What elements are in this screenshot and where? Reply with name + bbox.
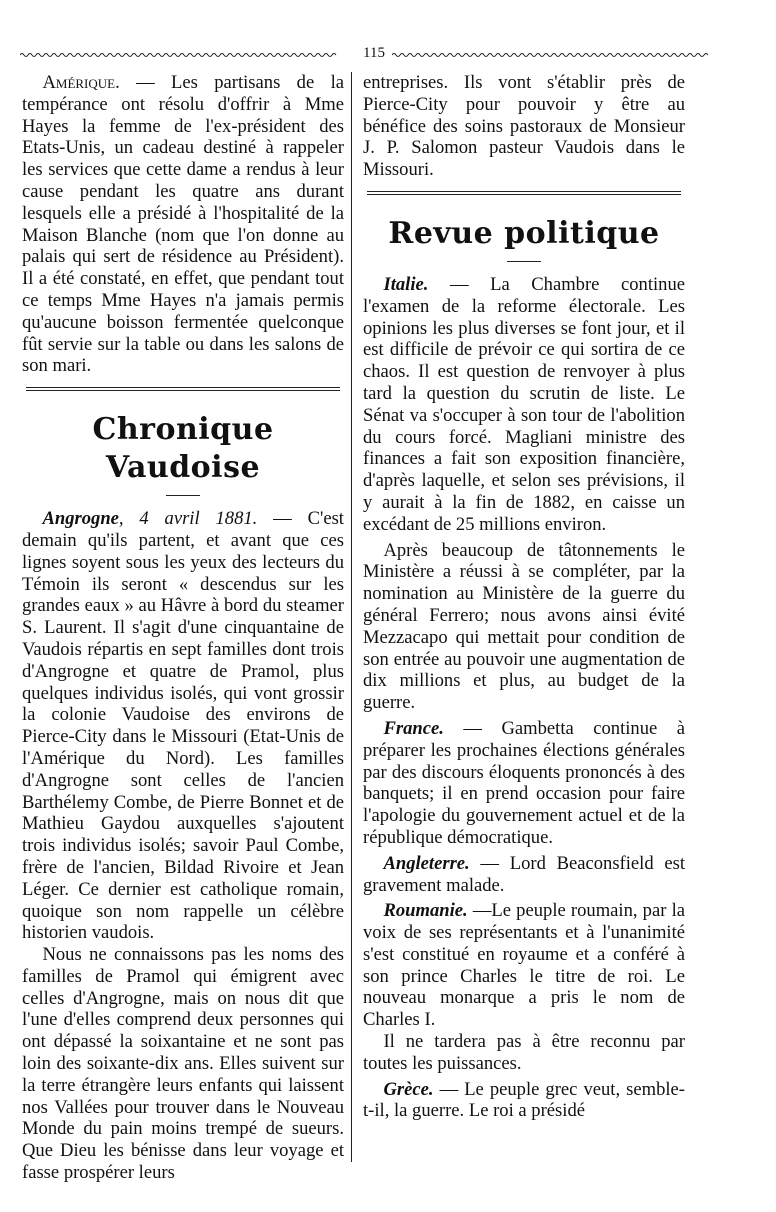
dateline: , 4 avril 1881. <box>118 508 258 530</box>
paragraph-italie: Italie. — La Chambre continue l'examen de la reforme électorale. Les opinions les plus diverses se font jour, et il est difficile de prévoir ce qui sortira de ce chaos. Il est question de renvoyer à plus tard la question du scrutin de liste. Le Sénat va s'occuper à son tour de l'abolition du cours forcé. Magliani ministre des finances a fait son exposition financière, d'après laquelle, et selon ses prévisions, il y aurait à la fin de 1882, en caisse un excédant de 25 millions environ. <box>363 273 685 535</box>
lead-angleterre: Angleterre. <box>383 852 470 874</box>
paragraph-france: France. — Gambetta continue à préparer les prochaines élections générales par des discours éloquents prononcés à des banquets; il en prend occasion pour faire l'apologie du gouvernement actuel et de la république démocratique. <box>363 717 685 848</box>
right-wavy-rule <box>392 52 710 58</box>
paragraph-reconnu: Il ne tardera pas à être reconnu par toutes les puissances. <box>363 1031 685 1074</box>
section-rule <box>367 191 681 195</box>
paragraph-roumanie: Roumanie. —Le peuple roumain, par la voix de ses représentants et à l'unanimité s'est constitué en royaume et a conféré à son prince Charles le titre de roi. Le nouveau monarque a pris le nom de Charles I. <box>363 900 685 1031</box>
paragraph-continuation: entreprises. Ils vont s'établir près de Pierce-City pour pouvoir y être au bénéfice des soins pastoraux de Monsieur J. P. Salomon pasteur Vaudois dans le Missouri. <box>363 72 685 181</box>
section-title-revue-politique: Revue politique <box>388 215 660 251</box>
paragraph-grece: Grèce. — Le peuple grec veut, semble-t-il, la guerre. Le roi a présidé <box>363 1078 685 1122</box>
left-wavy-rule <box>20 52 338 58</box>
column-divider <box>351 72 352 1162</box>
paragraph-angrogne: Angrogne, 4 avril 1881. — C'est demain qu'ils partent, et avant que ces lignes soyent sous les yeux des lecteurs du Témoin ils seront « descendus sur les grandes eaux » au Hâvre à bord du steamer S. Laurent. Il s'agit d'une cinquantaine de Vaudois répartis en sept familles dont trois d'Angrogne et quatre de Pramol, plus quelques individus isolés, qui vont grossir la colonie Vaudoise des environs de Pierce-City dans le Missouri (Etat-Unis de l'Amérique du Nord). Les familles d'Angrogne sont celles de l'ancien Barthélemy Combe, de Pierre Bonnet et de Mathieu Gaydou auxquelles s'ajoutent trois individus isolés; savoir Paul Combe, frère de l'ancien, Bildad Rivoire et Jean Léger. Ce dernier est catholique romain, quoique son nom rappelle un célèbre historien vaudois. <box>22 508 344 944</box>
lead-grece: Grèce. <box>383 1078 434 1100</box>
page-header <box>20 44 760 64</box>
lead-angrogne: Angrogne <box>42 508 119 530</box>
paragraph-amerique: Amérique. — Les partisans de la tempérance ont résolu d'offrir à Mme Hayes la femme de l'ex-président des Etats-Unis, un cadeau destiné à rappeler les services que cette dame a rendus à leur cause pendant les quatre ans durant lesquels elle a présidé à l'hospitalité de la Maison Blanche (nom que l'on donne au palais qui sert de résidence au Président). Il a été constaté, en effet, que pendant tout ce temps Mme Hayes n'a jamais permis qu'aucune boisson fermentée quelconque fût servie sur la table ou dans les salons de son mari. <box>22 72 344 377</box>
title-rule <box>507 261 541 262</box>
lead-france: France. <box>383 717 444 739</box>
right-column <box>363 72 685 1122</box>
lead-amerique: Amérique. <box>42 72 120 93</box>
left-column <box>22 72 344 1184</box>
paragraph-ministere: Après beaucoup de tâtonnements le Ministère a réussi à se compléter, par la nomination au Ministère de la guerre du général Ferrero; nous avons ainsi évité Mezzacapo qui mettait pour condition de son entrée au pouvoir une augmentation de dix millions et plus, au budget de la guerre. <box>363 539 685 714</box>
paragraph-pramol: Nous ne connaissons pas les noms des familles de Pramol qui émigrent avec celles d'Angrogne, mais on nous dit que l'une d'elles comprend deux personnes qui ont dépassé la soixantaine et ne sont pas loin des soixante-dix ans. Elles suivent sur la terre étrangère leurs enfants qui laissent nos Vallées pour trouver dans le Nouveau Monde du pain moins trempé de sueurs. Que Dieu les bénisse dans leur voyage et fasse prospérer leurs <box>22 944 344 1184</box>
title-rule <box>166 495 200 496</box>
paragraph-angleterre: Angleterre. — Lord Beaconsfield est gravement malade. <box>363 852 685 896</box>
section-title-chronique-vaudoise: Chronique Vaudoise <box>92 412 274 486</box>
page-number: 115 <box>363 45 385 61</box>
lead-roumanie: Roumanie. <box>383 900 468 922</box>
lead-italie: Italie. <box>383 273 429 295</box>
section-rule <box>26 387 340 391</box>
